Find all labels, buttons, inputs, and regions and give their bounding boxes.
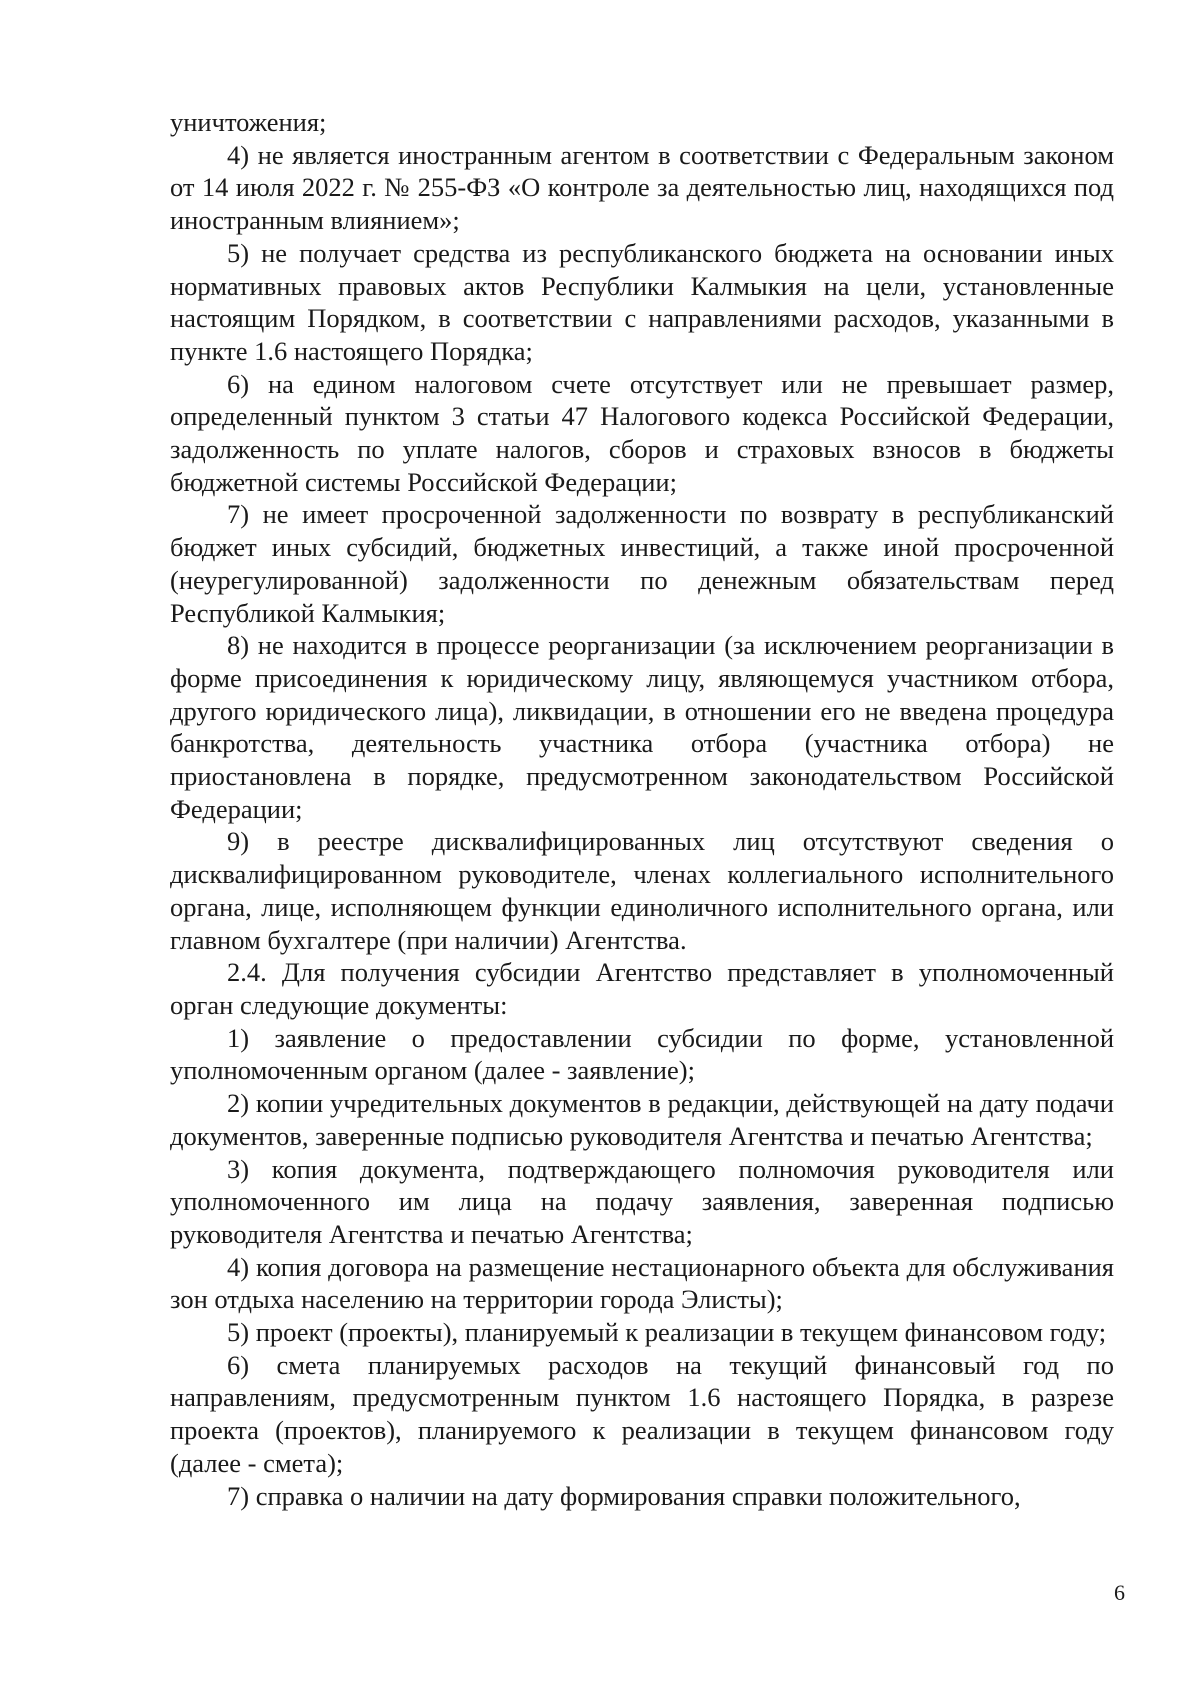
document-body <box>170 106 1114 1512</box>
paragraph-doc-2-founding-docs: 2) копии учредительных документов в редакции, действующей на дату подачи документов, заверенные подписью руководителя Агентства и печатью Агентства; <box>170 1088 1114 1151</box>
paragraph-continuation: уничтожения; <box>170 107 327 137</box>
paragraph-item-7-overdue-debt: 7) не имеет просроченной задолженности по возврату в республиканский бюджет иных субсидий, бюджетных инвестиций, а также иной просроченной (неурегулированной) задолженности по денежным обязательствам перед Республикой Калмыкия; <box>170 499 1114 628</box>
paragraph-item-9-disqualified-registry: 9) в реестре дисквалифицированных лиц отсутствуют сведения о дисквалифицированном руководителе, членах коллегиального исполнительного органа, лице, исполняющем функции единоличного исполнительного органа, или главном бухгалтере (при наличии) Агентства. <box>170 826 1114 955</box>
paragraph-doc-4-contract-copy: 4) копия договора на размещение нестационарного объекта для обслуживания зон отдыха населению на территории города Элисты); <box>170 1251 1114 1315</box>
page-number: 6 <box>1114 1580 1125 1605</box>
paragraph-doc-1-application: 1) заявление о предоставлении субсидии по форме, установленной уполномоченным органом (далее - заявление); <box>170 1022 1114 1086</box>
paragraph-doc-3-authority-doc: 3) копия документа, подтверждающего полномочия руководителя или уполномоченного им лица на подачу заявления, заверенная подписью руководителя Агентства и печатью Агентства; <box>170 1153 1114 1249</box>
paragraph-item-5-budget-funds: 5) не получает средства из республиканского бюджета на основании иных нормативных правовых актов Республики Калмыкия на цели, установленные настоящим Порядком, в соответствии с направлениями расходов, указанными в пункте 1.6 настоящего Порядка; <box>170 237 1114 366</box>
paragraph-doc-7-certificate: 7) справка о наличии на дату формирования справки положительного, <box>227 1480 1021 1511</box>
paragraph-doc-6-estimate: 6) смета планируемых расходов на текущий финансовый год по направлениям, предусмотренным пунктом 1.6 настоящего Порядка, в разрезе проекта (проектов), планируемого к реализации в текущем финансовом году (далее - смета); <box>170 1349 1114 1478</box>
paragraph-doc-5-project: 5) проект (проекты), планируемый к реализации в текущем финансовом году; <box>227 1317 1107 1348</box>
paragraph-item-4-foreign-agent: 4) не является иностранным агентом в соответствии с Федеральным законом от 14 июля 2022 г. № 255-ФЗ «О контроле за деятельностью лиц, находящихся под иностранным влиянием»; <box>170 139 1114 236</box>
paragraph-section-2-4: 2.4. Для получения субсидии Агентство представляет в уполномоченный орган следующие документы: <box>170 957 1114 1020</box>
paragraph-item-8-reorganization: 8) не находится в процессе реорганизации (за исключением реорганизации в форме присоединения к юридическому лицу, являющемуся участником отбора, другого юридического лица), ликвидации, в отношении его не введена процедура банкротства, деятельность участника отбора (участника отбора) не приостановлена в порядке, предусмотренном законодательством Российской Федерации; <box>170 630 1114 824</box>
paragraph-item-6-tax-account: 6) на едином налоговом счете отсутствует или не превышает размер, определенный пунктом 3 статьи 47 Налогового кодекса Российской Федерации, задолженность по уплате налогов, сборов и страховых взносов в бюджеты бюджетной системы Российской Федерации; <box>170 368 1114 497</box>
